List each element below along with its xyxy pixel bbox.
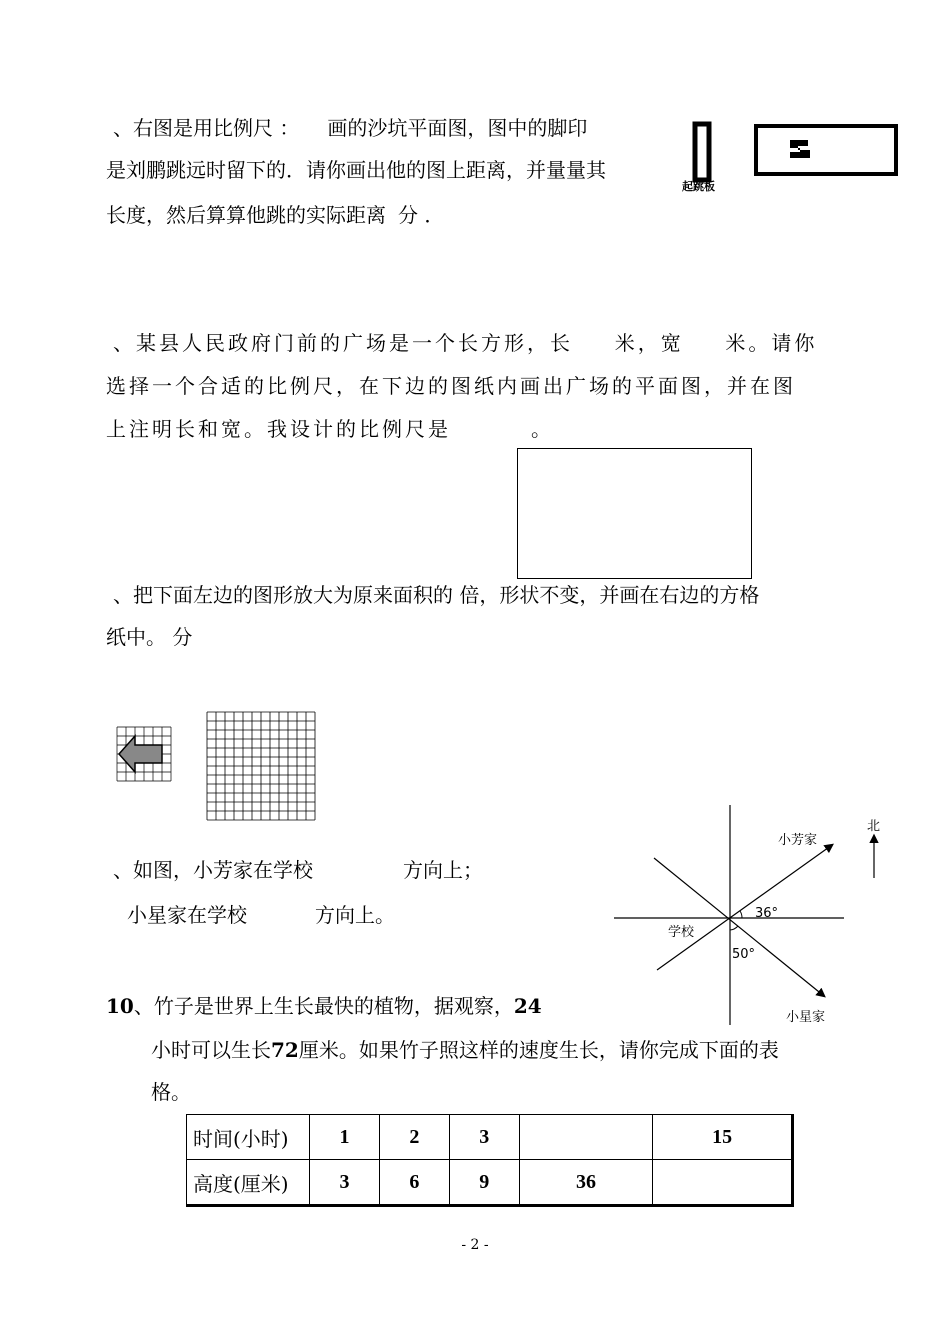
- take-off-board-label: 起跳板: [682, 180, 715, 193]
- q11-text-line2: [151, 1038, 779, 1062]
- height-cell-blank[interactable]: [653, 1160, 793, 1206]
- time-header: 时间(小时): [187, 1115, 310, 1160]
- q7-text-line1a: 、右图是用比例尺 ：: [113, 116, 300, 140]
- q7-text-line3: [106, 203, 444, 227]
- q11-text-line2a: 小时可以生长: [151, 1038, 271, 1062]
- sandpit-outline: [756, 126, 896, 174]
- q8-text-line3: [106, 417, 554, 441]
- time-cell: 3: [449, 1115, 519, 1160]
- height-cell: 3: [310, 1160, 380, 1206]
- q10-text-line2: [127, 903, 395, 927]
- time-cell-blank[interactable]: [519, 1115, 652, 1160]
- time-cell: 2: [379, 1115, 449, 1160]
- q7-text-line3b: 分 ．: [398, 203, 445, 227]
- arrow-shape: [119, 736, 162, 772]
- q10-text-line1: [113, 858, 483, 882]
- time-cell: 15: [653, 1115, 793, 1160]
- time-cell: 1: [310, 1115, 380, 1160]
- q9-text-line2: 纸中。 分: [106, 625, 193, 649]
- q7-text-line1: [113, 116, 587, 140]
- q10-text-line1a: 、如图，小芳家在学校: [113, 858, 313, 882]
- q7-text-line1b: 画的沙坑平面图，图中的脚印: [327, 116, 588, 140]
- table-row: [187, 1160, 793, 1206]
- q11-cm-number: 72: [271, 1038, 299, 1062]
- take-off-board: [695, 124, 709, 180]
- q8-text-line2: 选择一个合适的比例尺，在下边的图纸内画出广场的平面图，并在图: [106, 374, 796, 398]
- height-cell: 9: [449, 1160, 519, 1206]
- q11-text-line2b: 厘米。如果竹子照这样的速度生长，请你完成下面的表: [298, 1038, 779, 1062]
- q11-text-line3: 格。: [151, 1080, 191, 1104]
- large-grid: [207, 712, 319, 824]
- xiaoxing-label: 小星家: [786, 1010, 826, 1025]
- q9-text-line1: 、把下面左边的图形放大为原来面积的 倍，形状不变，并画在右边的方格: [113, 583, 760, 607]
- height-header: 高度(厘米): [187, 1160, 310, 1206]
- angle-50-label: 50°: [732, 947, 756, 962]
- footprint-mark: [790, 140, 810, 158]
- q10-text-line2b: 方向上。: [315, 903, 395, 927]
- angle-arc-36: [740, 911, 742, 918]
- page-number: - 2 -: [461, 1237, 489, 1253]
- drawing-paper-box[interactable]: [517, 448, 752, 579]
- q10-text-line1b: 方向上；: [403, 858, 483, 882]
- q7-text-line3a: 长度，然后算算他跳的实际距离: [106, 203, 386, 227]
- table-row: [187, 1115, 793, 1160]
- north-label: 北: [867, 819, 881, 834]
- q8-text-line3b: 。: [531, 417, 554, 441]
- height-cell: 36: [519, 1160, 652, 1206]
- q11-hours-number: 24: [513, 994, 542, 1018]
- xiaofang-label: 小芳家: [778, 833, 818, 848]
- q11-text-line1: [106, 994, 542, 1018]
- q8-text-line3a: 上注明长和宽。我设计的比例尺是: [106, 417, 451, 441]
- compass-diagram: [612, 800, 892, 1030]
- small-grid-with-arrow: [117, 727, 177, 787]
- q11-text-line1-main: 、竹子是世界上生长最快的植物，据观察，: [133, 994, 514, 1018]
- q8-text-line1: 、某县人民政府门前的广场是一个长方形，长 米，宽 米。请你: [113, 331, 818, 355]
- school-label: 学校: [668, 925, 695, 940]
- angle-arc-50: [730, 926, 738, 930]
- height-cell: 6: [379, 1160, 449, 1206]
- q10-text-line2a: 小星家在学校: [127, 903, 247, 927]
- q7-text-line2: 是刘鹏跳远时留下的．请你画出他的图上距离，并量量其: [106, 158, 606, 182]
- angle-36-label: 36°: [755, 906, 779, 921]
- bamboo-growth-table: [186, 1114, 794, 1207]
- q11-number: 10: [106, 994, 134, 1018]
